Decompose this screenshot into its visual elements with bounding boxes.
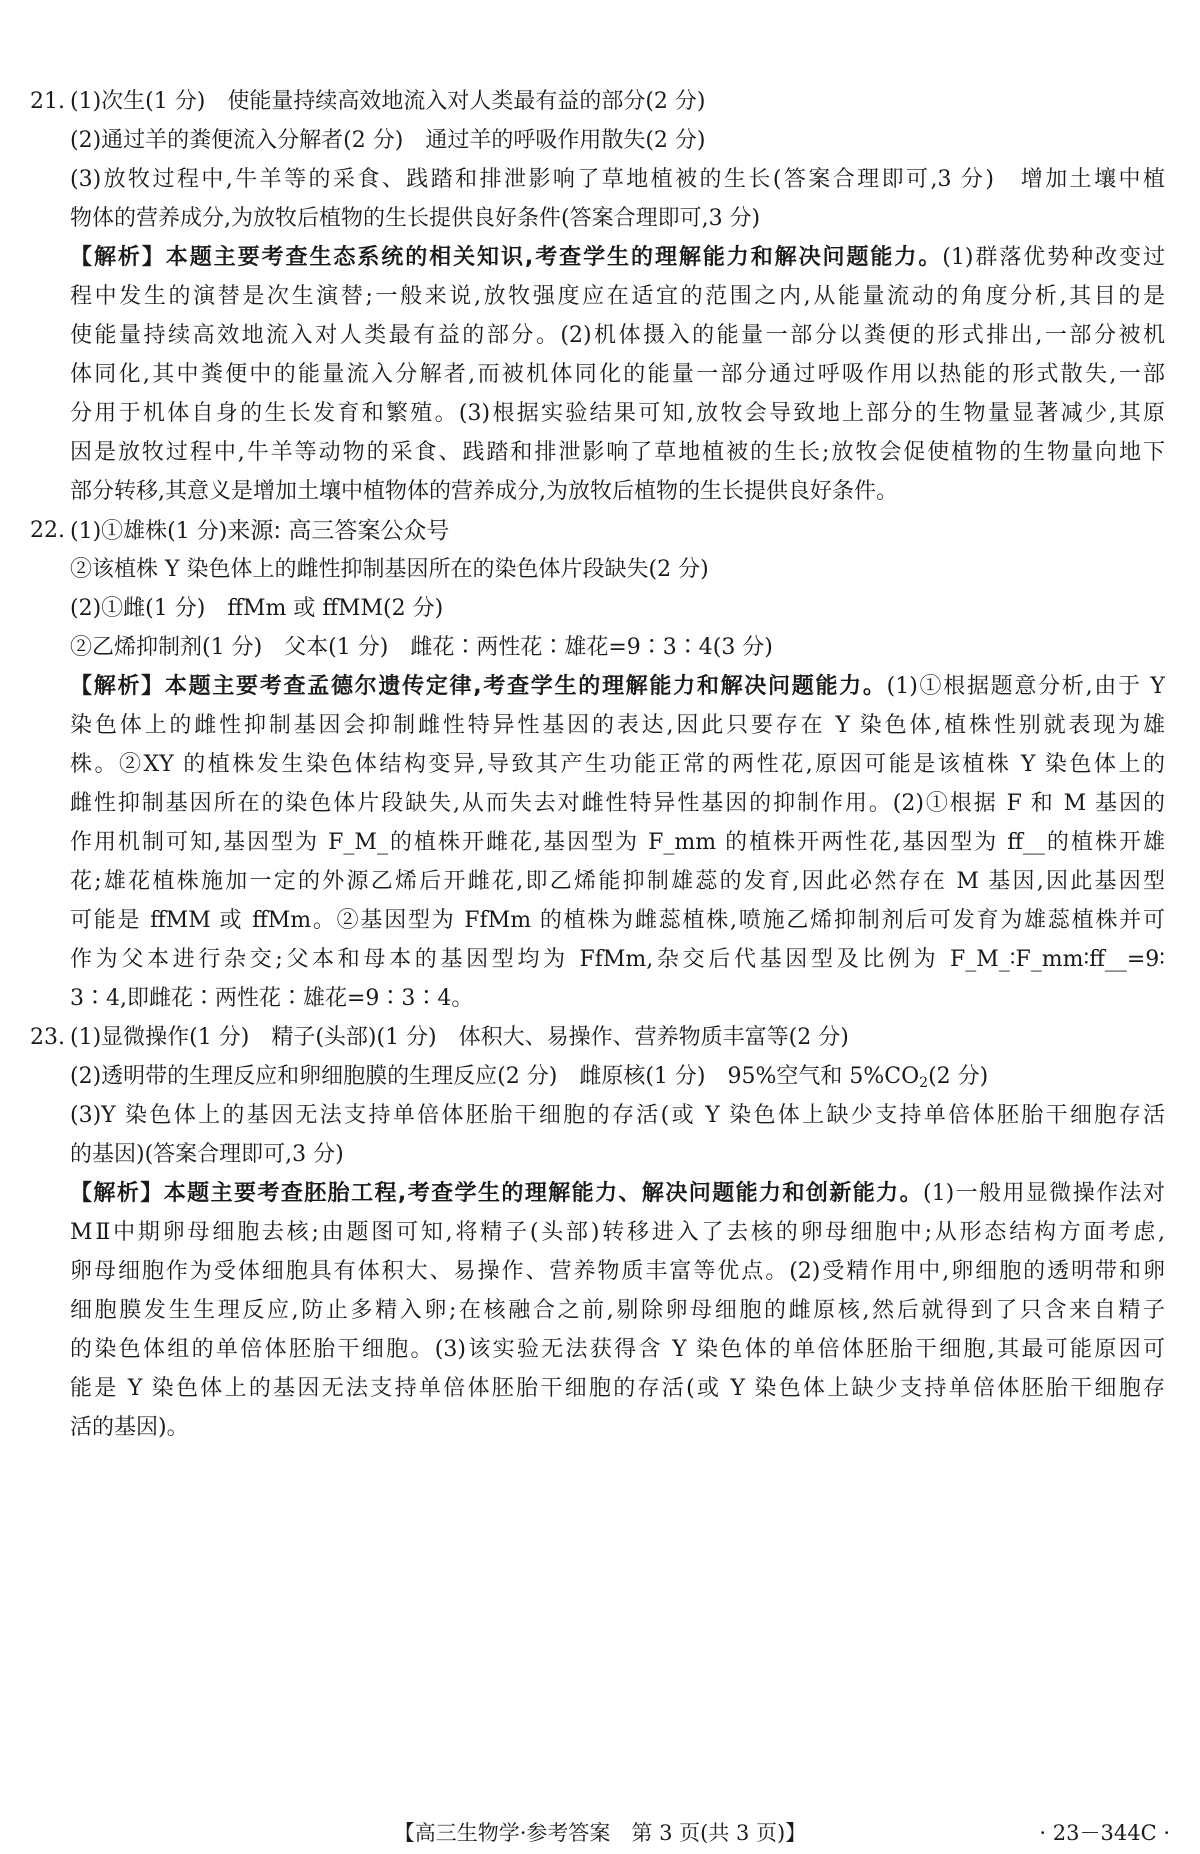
co2-subscript: 2: [919, 1075, 929, 1091]
q21-analysis-line-7: 部分转移,其意义是增加土壤中植物体的营养成分,为放牧后植物的生长提供良好条件。: [70, 479, 898, 504]
q21-line-1: (1)次生(1 分) 使能量持续高效地流入对人类最有益的部分(2 分): [70, 89, 706, 114]
source-note: 来源: 高三答案公众号: [227, 518, 450, 544]
q22-line-1: [70, 511, 1165, 552]
q22-analysis-line-3: 株。②XY 的植株发生染色体结构变异,导致其产生功能正常的两性花,原因可能是该植株 Y 染色体上的: [70, 752, 1165, 777]
analysis-tag: 【解析】: [70, 245, 166, 270]
q22-analysis-line-6: 花;雄花植株施加一定的外源乙烯后开雌花,即乙烯能抑制雄蕊的发育,因此必然存在 M 基因,因此基因型: [70, 869, 1165, 894]
q22-number: 22.: [30, 518, 65, 543]
page-code: · 23－344C ·: [1039, 1821, 1170, 1845]
analysis-tag: 【解析】: [70, 1181, 164, 1206]
q22-analysis-line-2: 染色体上的雌性抑制基因会抑制雌性特异性基因的表达,因此只要存在 Y 染色体,植株性别就表现为雄: [70, 713, 1165, 738]
q23-analysis-line-5: 的染色体组的单倍体胚胎干细胞。(3)该实验无法获得含 Y 染色体的单倍体胚胎干细胞,其最可能原因可: [70, 1337, 1165, 1362]
q23-answer-2: (2)透明带的生理反应和卵细胞膜的生理反应(2 分) 雌原核(1 分) 95%空气和 5%CO: [70, 1064, 920, 1089]
q23-analysis-line-7: 活的基因)。: [70, 1415, 189, 1440]
q23-line-4: 的基因)(答案合理即可,3 分): [70, 1142, 344, 1167]
analysis-text: (1)群落优势种改变过: [942, 245, 1165, 270]
analysis-summary: 本题主要考查生态系统的相关知识,考查学生的理解能力和解决问题能力。: [165, 245, 943, 270]
page-footer: 【高三生物学·参考答案 第 3 页(共 3 页)】: [393, 1821, 807, 1845]
q21-line-4: 物体的营养成分,为放牧后植物的生长提供良好条件(答案合理即可,3 分): [70, 206, 761, 231]
q23-number: 23.: [30, 1025, 65, 1050]
q22-analysis-line-5: 作用机制可知,基因型为 F_M_的植株开雌花,基因型为 F_mm 的植株开两性花,基因型为 ff__的植株开雄: [70, 830, 1165, 855]
analysis-text: (1)一般用显微操作法对: [923, 1181, 1165, 1206]
q22-analysis-line-4: 雌性抑制基因所在的染色体片段缺失,从而失去对雌性特异性基因的抑制作用。(2)①根据 F 和 M 基因的: [70, 791, 1165, 816]
q21-line-2: (2)通过羊的粪便流入分解者(2 分) 通过羊的呼吸作用散失(2 分): [70, 128, 706, 153]
q21-analysis-line-2: 程中发生的演替是次生演替;一般来说,放牧强度应在适宜的范围之内,从能量流动的角度分析,其目的是: [70, 284, 1165, 309]
q23-analysis-line-1: [70, 1174, 1165, 1214]
q23-analysis-line-2: MⅡ中期卵母细胞去核;由题图可知,将精子(头部)转移进入了去核的卵母细胞中;从形态结构方面考虑,: [70, 1220, 1165, 1245]
q23-analysis-line-4: 细胞膜发生生理反应,防止多精入卵;在核融合之前,剔除卵母细胞的雌原核,然后就得到了只含来自精子: [70, 1298, 1165, 1323]
q21-analysis-line-4: 体同化,其中粪便中的能量流入分解者,而被机体同化的能量一部分通过呼吸作用以热能的形式散失,一部: [70, 362, 1165, 387]
q21-analysis-line-6: 因是放牧过程中,牛羊等动物的采食、践踏和排泄影响了草地植被的生长;放牧会促使植物的生物量向地下: [70, 440, 1165, 465]
q22-analysis-line-9: 3∶4,即雌花∶两性花∶雄花=9∶3∶4。: [70, 986, 474, 1011]
q23-analysis-line-6: 能是 Y 染色体上的基因无法支持单倍体胚胎干细胞的存活(或 Y 染色体上缺少支持单倍体胚胎干细胞存: [70, 1376, 1165, 1401]
q22-answer-1: (1)①雄株(1 分): [70, 519, 228, 544]
analysis-tag: 【解析】: [70, 674, 165, 699]
q21-analysis-line-5: 分用于机体自身的生长发育和繁殖。(3)根据实验结果可知,放牧会导致地上部分的生物量显著减少,其原: [70, 401, 1165, 426]
q21-analysis-line-3: 使能量持续高效地流入对人类最有益的部分。(2)机体摄入的能量一部分以粪便的形式排出,一部分被机: [70, 323, 1165, 348]
q22-analysis-line-7: 可能是 ffMM 或 ffMm。②基因型为 FfMm 的植株为雌蕊植株,喷施乙烯抑制剂后可发育为雄蕊植株并可: [70, 908, 1165, 933]
q22-analysis-line-1: [70, 667, 1165, 707]
q22-line-3: (2)①雌(1 分) ffMm 或 ffMM(2 分): [70, 596, 444, 621]
q23-line-3: (3)Y 染色体上的基因无法支持单倍体胚胎干细胞的存活(或 Y 染色体上缺少支持单倍体胚胎干细胞存活: [70, 1103, 1165, 1128]
q21-analysis-line-1: [70, 238, 1165, 278]
q21-number: 21.: [30, 89, 65, 114]
q21-line-3: (3)放牧过程中,牛羊等的采食、践踏和排泄影响了草地植被的生长(答案合理即可,3 分) 增加土壤中植: [70, 167, 1165, 192]
q23-analysis-line-3: 卵母细胞作为受体细胞具有体积大、易操作、营养物质丰富等优点。(2)受精作用中,卵细胞的透明带和卵: [70, 1259, 1165, 1284]
q22-line-2: ②该植株 Y 染色体上的雌性抑制基因所在的染色体片段缺失(2 分): [70, 557, 709, 582]
analysis-summary: 本题主要考查孟德尔遗传定律,考查学生的理解能力和解决问题能力。: [164, 674, 887, 699]
q23-answer-2-score: (2 分): [928, 1064, 989, 1089]
analysis-text: (1)①根据题意分析,由于 Y: [886, 674, 1165, 699]
analysis-summary: 本题主要考查胚胎工程,考查学生的理解能力、解决问题能力和创新能力。: [163, 1181, 924, 1206]
q22-analysis-line-8: 作为父本进行杂交;父本和母本的基因型均为 FfMm,杂交后代基因型及比例为 F_M_∶F_mm∶ff__=9∶: [70, 947, 1165, 972]
q23-line-1: (1)显微操作(1 分) 精子(头部)(1 分) 体积大、易操作、营养物质丰富等(2 分): [70, 1025, 849, 1050]
q22-line-4: ②乙烯抑制剂(1 分) 父本(1 分) 雌花∶两性花∶雄花=9∶3∶4(3 分): [70, 635, 773, 660]
